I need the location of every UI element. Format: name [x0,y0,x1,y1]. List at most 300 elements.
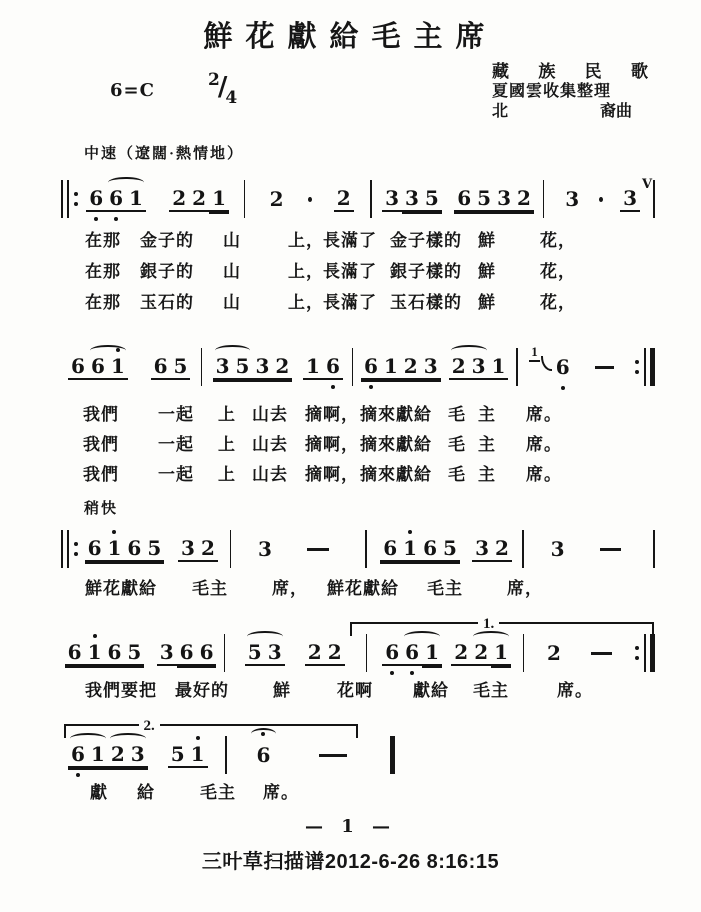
spacer [345,653,365,654]
spacer [368,549,380,550]
note: 6 [68,742,88,768]
spacer [511,653,522,654]
note: 2 [272,354,292,380]
repeat-dots-icon [635,360,639,374]
spacer [616,367,633,368]
spacer [368,653,382,654]
barline [522,530,524,568]
lyric-word: 鮮 [478,293,496,312]
note: 2 [169,186,189,212]
barline [366,634,368,672]
note: 5 [124,640,144,666]
note: 1 [303,354,323,380]
slur-icon [247,631,283,642]
note: 3 [258,537,272,561]
spacer [287,199,309,200]
note: 3 [550,537,565,561]
octave-dot-above [112,530,116,534]
lyric-word: 上 [218,435,236,454]
lyric-word: 銀子的 [140,262,194,281]
lyric-word: 玉石的 [140,293,194,312]
barline [225,736,227,774]
barline [61,180,63,218]
dot [74,202,78,206]
note: 6 [68,354,88,380]
volta-label: 2. [139,717,160,735]
note: 3 [213,354,233,380]
lyric-word: 花， [540,262,576,281]
dot [74,542,78,546]
slur-group [68,742,108,768]
note: 6 [254,743,274,767]
slur-group [106,186,146,212]
note: 6 [177,640,197,666]
music-line-3 [60,526,656,572]
note: 6 [85,536,105,562]
lyric-word: 毛 [448,435,466,454]
barline [644,348,646,386]
repeat-dots-icon [74,192,78,206]
barline [653,530,655,568]
lyric-word: 一起 [158,435,194,454]
note: 6 [104,640,124,666]
lyric-word: 上 [218,405,236,424]
slur-icon [451,345,487,356]
barline [516,348,517,386]
lyric-word: 金子樣的 [390,231,462,250]
slur-group [108,742,148,768]
spacer [582,199,599,200]
slur-icon [215,345,251,356]
repeat-dots-icon [635,646,639,660]
duration-dash [591,652,613,655]
slur-group [402,640,442,666]
slur-icon [90,345,126,356]
spacer [60,367,68,368]
lyric-word: 鮮 [273,681,291,700]
note: 3 V [620,186,640,212]
note: 6 [420,536,440,562]
note: 3 [178,536,198,562]
note: 2 [325,640,345,666]
spacer [373,199,382,200]
octave-dot-below [76,773,80,777]
dot [635,360,639,364]
music-line-2 [60,344,656,390]
spacer [519,367,530,368]
note: 6 [323,354,343,380]
credit-source [492,62,648,82]
spacer [203,367,212,368]
lyric-word: 一起 [158,405,194,424]
lyric-word: 鮮花獻給 [85,579,157,598]
note: 1 [188,742,208,768]
spacer [525,653,544,654]
music-line-5 [60,718,656,778]
spacer [331,549,365,550]
note: 6 [361,354,381,380]
lyric-word: 長滿了 [323,293,377,312]
spacer [285,653,305,654]
note: 3 [469,354,489,380]
note: 6 [106,186,126,212]
credit-source-char: 歌 [630,62,648,81]
note: 3 [157,640,177,666]
final-barline [650,634,655,672]
spacer [573,367,593,368]
time-signature-denominator: 4 [225,88,238,108]
lyric-word: 花， [540,293,576,312]
duration-dash [595,366,614,369]
spacer [442,199,454,200]
spacer [229,199,243,200]
lyric-word: 摘啊， [305,435,359,454]
lyric-word: 上， [288,293,324,312]
lyric-word: 花啊 [337,681,373,700]
spacer [144,653,156,654]
spacer [441,367,449,368]
spacer [640,199,652,200]
barline [653,180,655,218]
note: 5 [440,536,460,562]
spacer [128,367,151,368]
lyric-word: 席， [507,579,543,598]
note: 5 [168,742,188,768]
note: 6 [402,640,422,666]
note: 2 [449,354,469,380]
volta-label: 1. [478,615,499,633]
credit-collector: 夏國雲收集整理 [492,83,612,100]
note: 5 [422,186,442,212]
lyric-row-5 [60,430,660,454]
slur-icon [404,631,440,642]
note: 6 [382,640,402,666]
lyric-word: 我們 [83,435,119,454]
dot [635,656,639,660]
duration-dash [319,754,347,757]
note: 5 [245,640,265,666]
lyric-row-1 [60,226,660,250]
note: 6 [197,640,217,666]
note: 2 [547,641,561,665]
octave-dot-below [410,671,414,675]
spacer [545,199,562,200]
lyric-word: 玉石樣的 [390,293,462,312]
note: 2 [198,536,218,562]
lyric-word: 長滿了 [323,262,377,281]
spacer [603,199,620,200]
dot [635,646,639,650]
final-barline [390,736,395,774]
slur-icon [108,177,144,188]
grace-note: 1 [529,344,540,362]
duration-dash [600,548,621,551]
note: 2 [451,640,471,666]
slur-icon [473,631,509,642]
note: 3 [494,186,514,212]
barline [523,634,525,672]
lyric-row-7 [60,574,660,598]
lyric-word: 摘來獻給 [360,405,432,424]
note: 1 [209,186,229,212]
credit-composer [492,102,632,122]
octave-dot-below [369,385,373,389]
note: 2 [401,354,421,380]
scan-watermark: 三叶草扫描谱2012-6-26 8:16:15 [201,851,500,873]
note: 5 [144,536,164,562]
repeat-open-sign [60,530,80,568]
note: 1 [105,536,125,562]
note: 1 [422,640,442,666]
note: 1 [108,354,128,380]
note: 2 [189,186,209,212]
slur-group [471,640,511,666]
note: 6 [65,640,85,666]
music-line-4 [60,616,656,676]
dot [635,370,639,374]
octave-dot-above [408,530,412,534]
lyric-word: 毛主 [427,579,463,598]
spacer [60,755,68,756]
lyric-word: 在那 [85,231,121,250]
lyric-row-2 [60,257,660,281]
note: 1 [489,354,509,380]
lyric-word: 毛主 [200,783,236,802]
breath-mark-icon: V [641,177,653,192]
octave-dot-below [390,671,394,675]
note: 5 [233,354,253,380]
lyric-word: 毛 [448,405,466,424]
lyric-word: 在那 [85,293,121,312]
lyric-word: 鮮 [478,262,496,281]
spacer [623,549,652,550]
barline [67,180,69,218]
octave-dot-above [93,634,97,638]
note: 3 [565,187,580,211]
note: 6 [553,355,573,379]
note: 2 [471,640,491,666]
spacer [614,653,633,654]
lyric-word: 鮮花獻給 [327,579,399,598]
lyric-word: 山去 [252,435,288,454]
credit-source-char: 族 [538,62,556,81]
spacer [564,653,589,654]
lyric-word: 長滿了 [323,231,377,250]
volta-bracket [64,718,358,738]
lyric-word: 毛主 [192,579,228,598]
barline [352,348,353,386]
lyric-word: 摘啊， [305,405,359,424]
credit-source-char: 民 [584,62,602,81]
spacer [460,549,472,550]
spacer [354,367,361,368]
lyric-word: 我們 [83,465,119,484]
repeat-open-sign [60,180,80,218]
time-signature-numerator: 2 [208,70,220,90]
note: 1 [88,742,108,768]
spacer [354,199,370,200]
page-number: — 1 — [304,816,397,837]
music-line-1 [60,176,656,222]
lyric-word: 一起 [158,465,194,484]
lyric-word: 席。 [557,681,593,700]
note: 3 [382,186,402,212]
repeat-dots-icon [74,542,78,556]
spacer [232,549,255,550]
lyric-word: 我們 [83,405,119,424]
octave-dot-below [331,385,335,389]
lyric-word: 毛 [448,465,466,484]
spacer [216,653,222,654]
barline [201,348,202,386]
lyric-word: 在那 [85,262,121,281]
slur-icon [110,733,146,744]
duration-dash [307,548,328,551]
lyric-word: 席。 [526,435,562,454]
barline [224,634,226,672]
octave-dot-below [114,217,118,221]
note: 6 [88,354,108,380]
spacer [208,755,224,756]
lyric-word: 山 [223,262,241,281]
slur-group [449,354,489,380]
lyric-word: 席。 [526,405,562,424]
spacer [534,199,542,200]
barline [61,530,63,568]
spacer [442,653,451,654]
spacer [275,549,306,550]
repeat-close-sign [633,634,656,672]
time-signature [208,70,237,108]
octave-dot-below [561,386,565,390]
note: 2 [514,186,534,212]
spacer [292,367,303,368]
spacer [228,755,254,756]
barline [644,634,646,672]
note: 6 [151,354,171,380]
note: 3 [265,640,285,666]
note: 1 [381,354,401,380]
note: 2 [334,186,354,212]
lyric-row-8 [60,676,660,700]
note: 3 [472,536,492,562]
spacer [343,367,351,368]
lyric-word: 摘來獻給 [360,435,432,454]
key-signature: 6=C [110,80,155,101]
slur-group [88,354,128,380]
note: 3 [421,354,441,380]
note: 1 [126,186,146,212]
lyric-word: 毛主 [473,681,509,700]
barline [543,180,545,218]
spacer [190,367,199,368]
lyric-word: 席， [272,579,308,598]
lyric-row-9 [60,778,660,802]
fraction-slash: / [217,72,228,102]
tempo-marking-2: 稍快 [84,501,119,517]
note: 6 [380,536,400,562]
octave-dot-below [94,217,98,221]
note: 1 [491,640,511,666]
lyric-word: 獻給 [413,681,449,700]
note: 3 [402,186,422,212]
lyric-word: 主 [478,465,496,484]
note: 6 [86,186,106,212]
dot [74,552,78,556]
lyric-word: 山 [223,231,241,250]
lyric-word: 摘啊， [305,465,359,484]
note: 1 [85,640,105,666]
dot [74,192,78,196]
lyric-word: 金子的 [140,231,194,250]
note: 5 [171,354,191,380]
note: 2 [269,187,284,211]
spacer [525,549,548,550]
lyric-word: 主 [478,435,496,454]
note: 5 [474,186,494,212]
lyric-word: 席。 [526,465,562,484]
lyric-word: 上， [288,262,324,281]
spacer [146,199,169,200]
lyric-row-4 [60,400,660,424]
repeat-close-sign [633,348,656,386]
lyric-row-6 [60,460,660,484]
note: 6 [454,186,474,212]
octave-dot-above [196,736,200,740]
slide-curve-icon [541,356,552,371]
spacer [164,549,178,550]
note: 3 [128,742,148,768]
final-barline [650,348,655,386]
lyric-word: 我們要把 [85,681,157,700]
note: 2 [492,536,512,562]
note: 2 [108,742,128,768]
lyric-word: 獻 [90,783,108,802]
spacer [312,199,334,200]
note: 3 [252,354,272,380]
credit-composer-surname: 北 [492,103,509,120]
tempo-marking-1: 中速（遼闊·熱情地） [84,146,245,162]
lyric-word: 山去 [252,405,288,424]
fermata-icon [251,728,277,740]
credit-source-char: 藏 [492,62,509,81]
credit-composer-given: 裔曲 [599,103,632,120]
note: 1 [400,536,420,562]
lyric-word: 花， [540,231,576,250]
song-title: 鮮花獻給毛主席 [203,21,498,53]
spacer [226,653,245,654]
lyric-word: 上 [218,465,236,484]
spacer [508,367,515,368]
lyric-word: 山 [223,293,241,312]
lyric-word: 山去 [252,465,288,484]
barline [370,180,372,218]
spacer [349,755,389,756]
barline [67,530,69,568]
barline [230,530,232,568]
spacer [148,755,168,756]
credits-block [492,62,648,122]
lyric-word: 上， [288,231,324,250]
note: 6 [124,536,144,562]
spacer [218,549,229,550]
lyric-word: 鮮 [478,231,496,250]
slur-group [213,354,253,380]
lyric-word: 摘來獻給 [360,465,432,484]
lyric-word: 銀子樣的 [390,262,462,281]
note: 2 [305,640,325,666]
lyric-word: 最好的 [175,681,229,700]
